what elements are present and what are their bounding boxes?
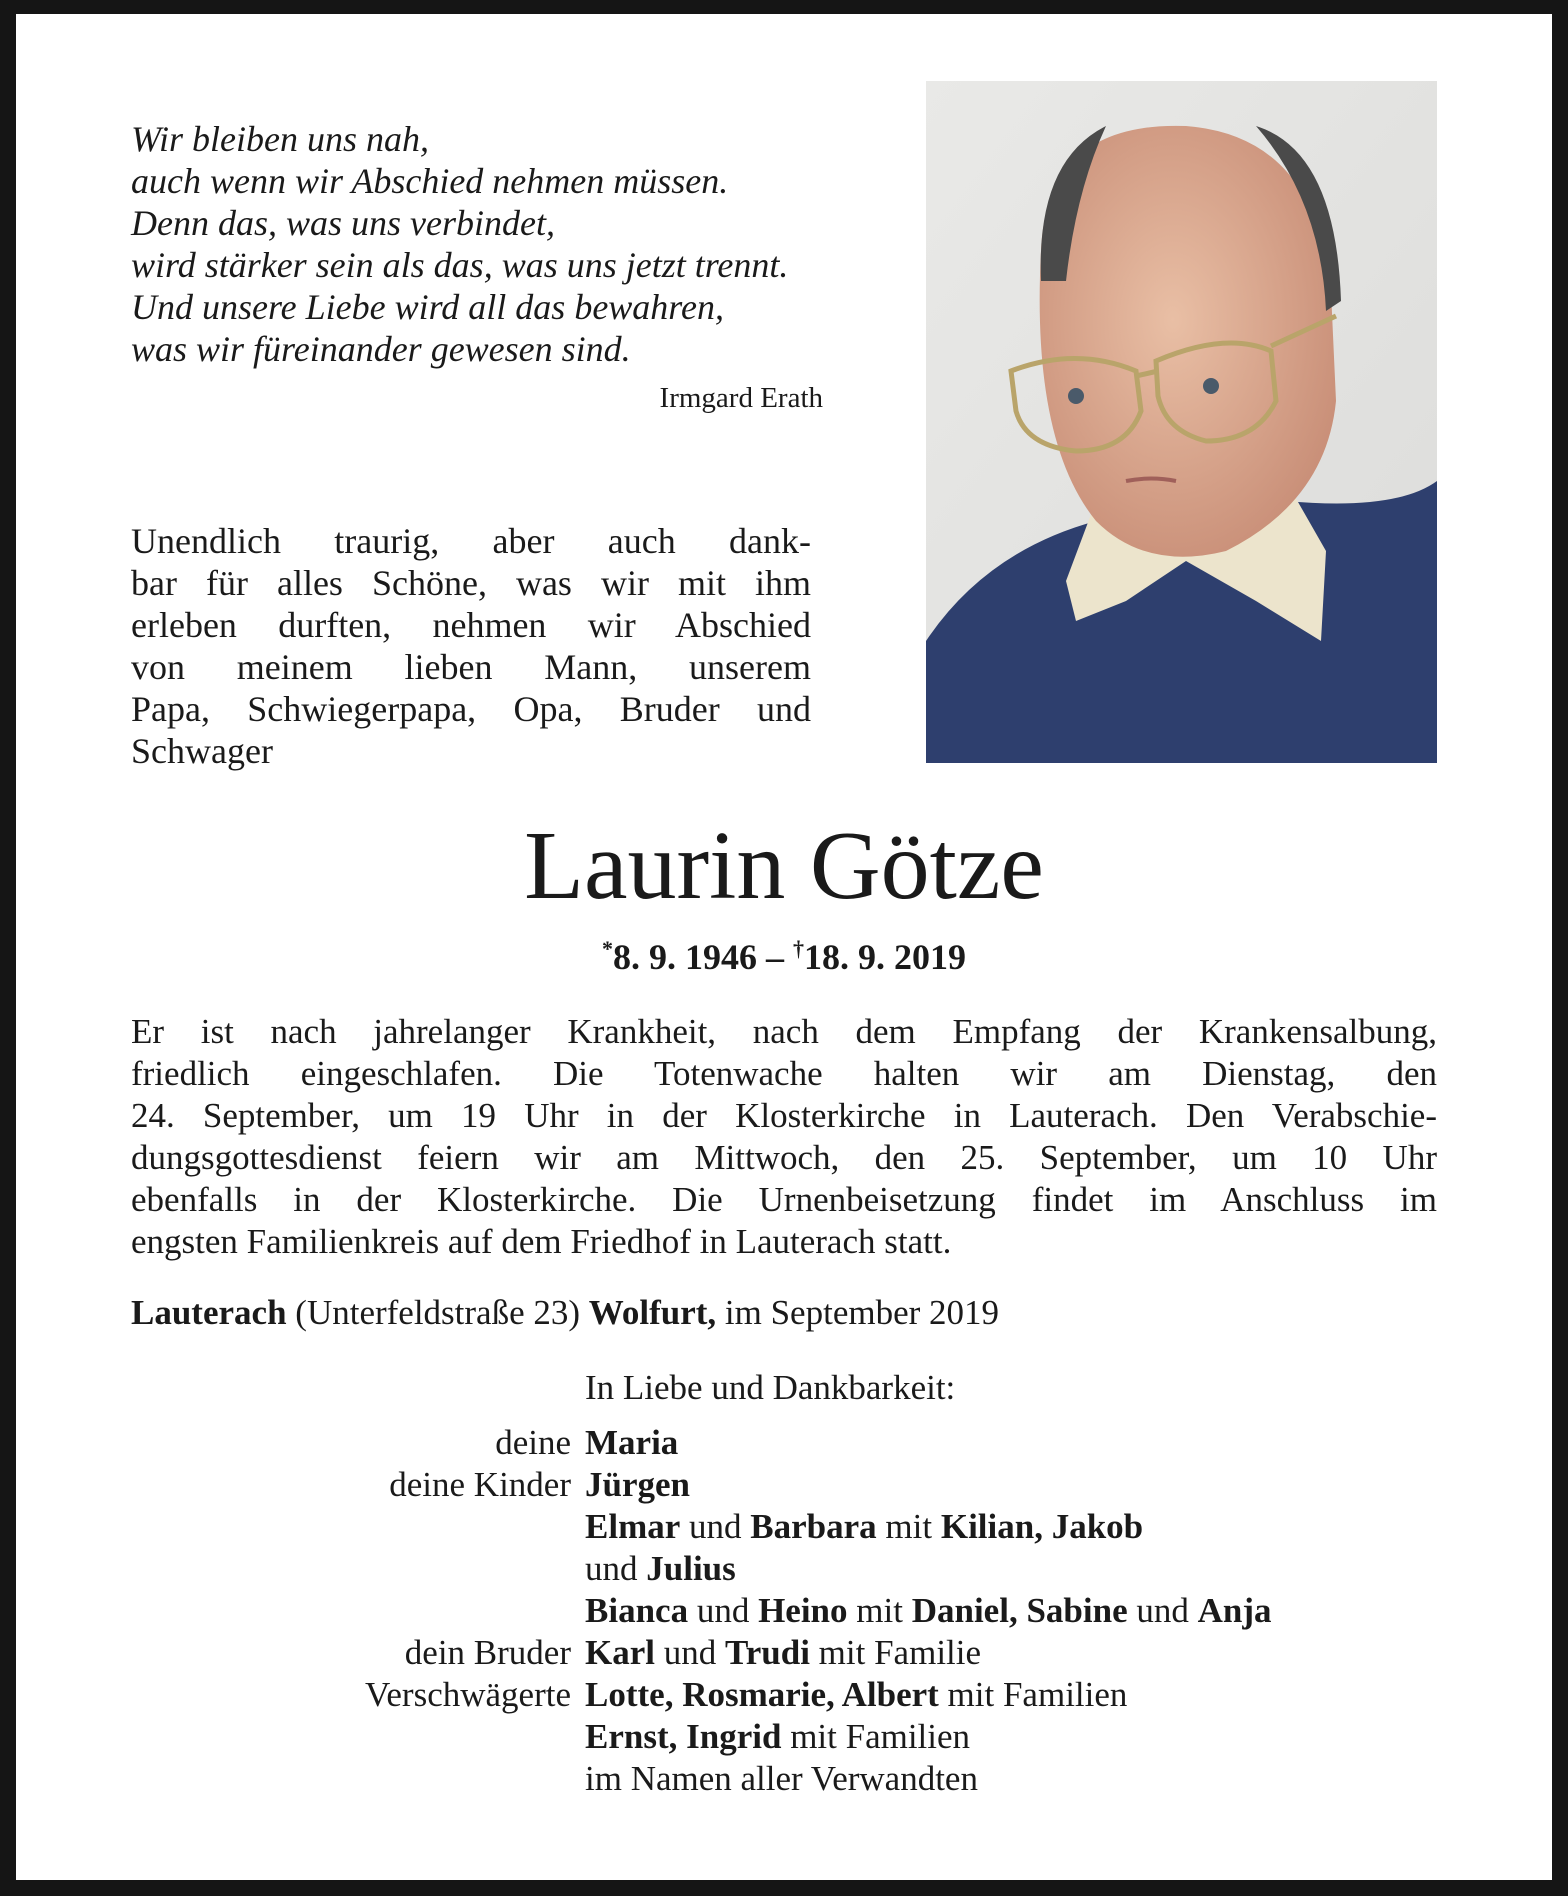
mourner-row xyxy=(131,1716,1272,1758)
mourner-name: Barbara xyxy=(750,1507,877,1546)
mourners-list xyxy=(131,1422,1272,1800)
mourner-name: Julius xyxy=(646,1549,736,1588)
poem xyxy=(131,118,831,370)
connector-text: im Namen aller Verwandten xyxy=(585,1759,978,1798)
mourner-row xyxy=(131,1506,1272,1548)
address: (Unterfeldstraße 23) xyxy=(286,1293,589,1332)
intro-line: Unendlich traurig, aber auch dank- xyxy=(131,521,811,561)
connector-text: mit xyxy=(847,1591,912,1630)
mourner-names xyxy=(585,1548,736,1590)
mourner-name: Bianca xyxy=(585,1591,689,1630)
life-dates xyxy=(0,936,1568,978)
relation-label: dein Bruder xyxy=(404,1633,571,1672)
mourner-names xyxy=(585,1716,970,1758)
mourner-name: Karl xyxy=(585,1633,655,1672)
mourner-row xyxy=(131,1758,1272,1800)
relation-label: deine Kinder xyxy=(389,1465,571,1504)
mourner-name: Daniel, Sabine xyxy=(911,1591,1128,1630)
connector-text: mit Familie xyxy=(809,1633,982,1672)
portrait-photo xyxy=(926,81,1437,763)
relation-label: Verschwägerte xyxy=(364,1675,571,1714)
poem-author: Irmgard Erath xyxy=(659,382,823,414)
relation-label xyxy=(131,1758,585,1800)
mourner-row xyxy=(131,1548,1272,1590)
mourner-names xyxy=(585,1464,690,1506)
connector-text: mit Familien xyxy=(781,1717,971,1756)
place-date-line xyxy=(131,1293,999,1333)
poem-line: Denn das, was uns verbindet, xyxy=(131,203,555,243)
body-line: ebenfalls in der Klosterkirche. Die Urnenbeisetzung findet im Anschluss im xyxy=(131,1180,1437,1219)
death-date: 18. 9. 2019 xyxy=(804,937,966,977)
poem-line: wird stärker sein als das, was uns jetzt trennt. xyxy=(131,245,789,285)
town-lauterach: Lauterach xyxy=(131,1293,287,1332)
intro-text xyxy=(131,520,811,772)
town-wolfurt: Wolfurt, xyxy=(588,1293,717,1332)
mourner-names xyxy=(585,1506,1143,1548)
connector-text: und xyxy=(654,1633,725,1672)
relation-label xyxy=(131,1590,585,1632)
mourner-row xyxy=(131,1632,1272,1674)
mourner-name: Lotte, Rosmarie, Albert xyxy=(585,1675,939,1714)
body-line: 24. September, um 19 Uhr in der Klosterkirche in Lauterach. Den Verabschie- xyxy=(131,1096,1437,1135)
connector-text: und xyxy=(688,1591,759,1630)
connector-text: und xyxy=(680,1507,751,1546)
relation-label xyxy=(131,1506,585,1548)
mourner-name: Jürgen xyxy=(585,1465,690,1504)
connector-text: und xyxy=(585,1549,647,1588)
mourner-row xyxy=(131,1464,1272,1506)
relation-label xyxy=(131,1716,585,1758)
body-line: dungsgottesdienst feiern wir am Mittwoch, den 25. September, um 10 Uhr xyxy=(131,1138,1437,1177)
intro-line: Papa, Schwiegerpapa, Opa, Bruder und xyxy=(131,689,811,729)
poem-line: was wir füreinander gewesen sind. xyxy=(131,329,631,369)
birth-date: 8. 9. 1946 xyxy=(613,937,757,977)
mourner-name: Kilian, Jakob xyxy=(940,1507,1144,1546)
mourner-name: Elmar xyxy=(585,1507,681,1546)
poem-line: Und unsere Liebe wird all das bewahren, xyxy=(131,287,724,327)
intro-line: von meinem lieben Mann, unserem xyxy=(131,647,811,687)
mourner-name: Anja xyxy=(1197,1591,1272,1630)
mourner-row xyxy=(131,1674,1272,1716)
intro-line: Schwager xyxy=(131,731,273,771)
mourner-name: Maria xyxy=(585,1423,679,1462)
connector-text: mit xyxy=(876,1507,941,1546)
poem-line: auch wenn wir Abschied nehmen müssen. xyxy=(131,161,729,201)
body-line: friedlich eingeschlafen. Die Totenwache halten wir am Dienstag, den xyxy=(131,1054,1437,1093)
date-dash: – xyxy=(757,937,793,977)
deceased-name: Laurin Götze xyxy=(524,812,1044,920)
relation-label xyxy=(131,1548,585,1590)
poem-line: Wir bleiben uns nah, xyxy=(131,119,429,159)
month-year: im September 2019 xyxy=(716,1293,1000,1332)
mourner-name: Ernst, Ingrid xyxy=(585,1717,782,1756)
funeral-details xyxy=(131,1011,1437,1263)
birth-star-icon: * xyxy=(602,936,613,961)
mourner-names xyxy=(585,1422,678,1464)
mourner-names xyxy=(585,1590,1272,1632)
connector-text: und xyxy=(1127,1591,1198,1630)
mourner-row xyxy=(131,1590,1272,1632)
mourner-name: Trudi xyxy=(724,1633,810,1672)
connector-text: mit Familien xyxy=(938,1675,1128,1714)
intro-line: bar für alles Schöne, was wir mit ihm xyxy=(131,563,811,603)
mourner-row xyxy=(131,1422,1272,1464)
death-cross-icon: † xyxy=(793,936,804,961)
body-line: engsten Familienkreis auf dem Friedhof in Lauterach statt. xyxy=(131,1222,952,1261)
mourner-names xyxy=(585,1674,1127,1716)
thanks-heading: In Liebe und Dankbarkeit: xyxy=(585,1368,956,1407)
intro-line: erleben durften, nehmen wir Abschied xyxy=(131,605,811,645)
mourner-name: Heino xyxy=(758,1591,848,1630)
mourner-names xyxy=(585,1632,981,1674)
body-line: Er ist nach jahrelanger Krankheit, nach dem Empfang der Krankensalbung, xyxy=(131,1012,1437,1051)
relation-label: deine xyxy=(495,1423,571,1462)
mourner-names xyxy=(585,1758,978,1800)
